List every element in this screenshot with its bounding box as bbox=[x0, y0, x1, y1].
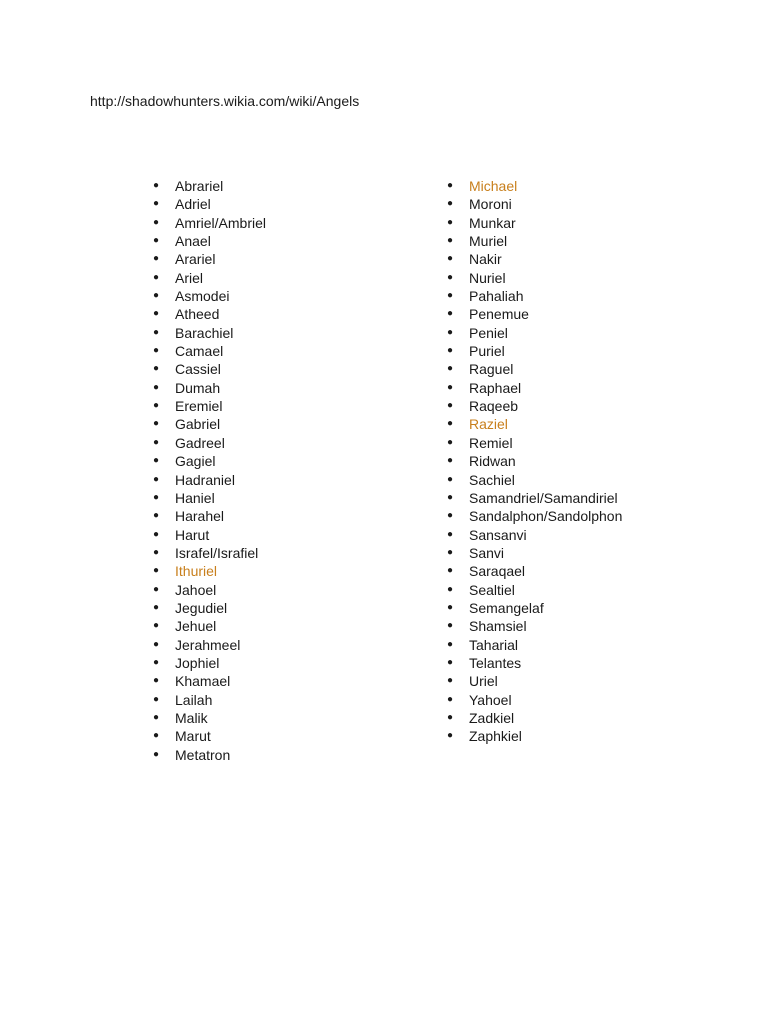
bullet-icon: ● bbox=[153, 308, 160, 320]
angel-name: Anael bbox=[175, 233, 211, 250]
angel-name: Nuriel bbox=[469, 269, 506, 286]
list-item bbox=[151, 691, 266, 709]
angel-name: Muriel bbox=[469, 233, 508, 250]
angel-name: Peniel bbox=[469, 324, 508, 341]
bullet-icon: ● bbox=[447, 198, 454, 210]
angel-name: Zaphkiel bbox=[469, 728, 522, 745]
angel-name: Asmodei bbox=[175, 288, 230, 305]
bullet-icon: ● bbox=[447, 271, 454, 283]
angel-name: Ariel bbox=[175, 269, 204, 286]
list-item bbox=[151, 727, 266, 745]
bullet-icon: ● bbox=[153, 583, 160, 595]
angel-name: Penemue bbox=[469, 306, 529, 323]
bullet-icon: ● bbox=[153, 491, 160, 503]
bullet-icon: ● bbox=[447, 620, 454, 632]
angel-name: Arariel bbox=[175, 251, 216, 268]
bullet-icon: ● bbox=[153, 253, 160, 265]
angel-name: Harut bbox=[175, 526, 210, 543]
bullet-icon: ● bbox=[447, 418, 454, 430]
angel-list-right bbox=[445, 177, 622, 746]
bullet-icon: ● bbox=[447, 455, 454, 467]
list-item bbox=[151, 617, 266, 635]
angel-name: Barachiel bbox=[175, 324, 234, 341]
bullet-icon: ● bbox=[153, 180, 160, 191]
bullet-icon: ● bbox=[153, 326, 160, 338]
angel-name: Shamsiel bbox=[469, 618, 527, 635]
list-item bbox=[151, 324, 266, 342]
angel-list-left bbox=[151, 177, 266, 764]
bullet-icon: ● bbox=[153, 455, 160, 467]
bullet-icon: ● bbox=[447, 711, 454, 723]
list-item bbox=[151, 232, 266, 250]
angel-name: Marut bbox=[175, 728, 211, 745]
list-item bbox=[151, 250, 266, 268]
list-item bbox=[151, 709, 266, 727]
list-item bbox=[445, 526, 622, 544]
bullet-icon: ● bbox=[447, 345, 454, 357]
list-item bbox=[445, 379, 622, 397]
bullet-icon: ● bbox=[153, 748, 160, 760]
bullet-icon: ● bbox=[153, 436, 160, 448]
angel-name: Jehuel bbox=[175, 618, 217, 635]
angel-name: Amriel/Ambriel bbox=[175, 214, 267, 231]
list-item bbox=[445, 727, 622, 745]
bullet-icon: ● bbox=[153, 235, 160, 247]
list-item bbox=[445, 232, 622, 250]
angel-name: Gadreel bbox=[175, 434, 225, 451]
bullet-icon: ● bbox=[447, 381, 454, 393]
bullet-icon: ● bbox=[447, 180, 454, 191]
list-item bbox=[445, 342, 622, 360]
bullet-icon: ● bbox=[447, 473, 454, 485]
list-item bbox=[445, 672, 622, 690]
bullet-icon: ● bbox=[447, 528, 454, 540]
angel-name: Cassiel bbox=[175, 361, 221, 378]
angel-name: Ridwan bbox=[469, 453, 516, 470]
bullet-icon: ● bbox=[153, 400, 160, 412]
bullet-icon: ● bbox=[447, 601, 454, 613]
angel-name: Puriel bbox=[469, 343, 505, 360]
bullet-icon: ● bbox=[153, 546, 160, 558]
angel-name: Jahoel bbox=[175, 581, 217, 598]
angel-name: Eremiel bbox=[175, 398, 223, 415]
list-item bbox=[445, 489, 622, 507]
list-item bbox=[445, 709, 622, 727]
list-item bbox=[445, 452, 622, 470]
angel-name: Gagiel bbox=[175, 453, 216, 470]
bullet-icon: ● bbox=[153, 528, 160, 540]
angel-name: Telantes bbox=[469, 654, 522, 671]
angel-name: Taharial bbox=[469, 636, 519, 653]
bullet-icon: ● bbox=[153, 675, 160, 687]
angel-name: Jophiel bbox=[175, 654, 220, 671]
list-item bbox=[151, 654, 266, 672]
bullet-icon: ● bbox=[447, 235, 454, 247]
angel-name: Sansanvi bbox=[469, 526, 527, 543]
bullet-icon: ● bbox=[447, 290, 454, 302]
list-item bbox=[445, 544, 622, 562]
bullet-icon: ● bbox=[447, 565, 454, 577]
list-item bbox=[151, 452, 266, 470]
bullet-icon: ● bbox=[153, 656, 160, 668]
angel-name: Raqeeb bbox=[469, 398, 519, 415]
bullet-icon: ● bbox=[153, 510, 160, 522]
list-item bbox=[151, 507, 266, 525]
bullet-icon: ● bbox=[447, 326, 454, 338]
list-item bbox=[445, 691, 622, 709]
bullet-icon: ● bbox=[447, 400, 454, 412]
bullet-icon: ● bbox=[447, 491, 454, 503]
list-item bbox=[151, 214, 266, 232]
bullet-icon: ● bbox=[153, 381, 160, 393]
list-item bbox=[445, 617, 622, 635]
list-item bbox=[151, 599, 266, 617]
angel-name: Lailah bbox=[175, 691, 213, 708]
list-item bbox=[445, 324, 622, 342]
angel-name: Samandriel/Samandiriel bbox=[469, 489, 618, 506]
angel-name: Metatron bbox=[175, 746, 231, 763]
list-item bbox=[445, 397, 622, 415]
bullet-icon: ● bbox=[447, 583, 454, 595]
list-item bbox=[151, 562, 266, 580]
bullet-icon: ● bbox=[153, 601, 160, 613]
source-url: http://shadowhunters.wikia.com/wiki/Angels bbox=[90, 93, 360, 109]
bullet-icon: ● bbox=[447, 693, 454, 705]
list-item bbox=[151, 379, 266, 397]
angel-name: Adriel bbox=[175, 196, 211, 213]
bullet-icon: ● bbox=[153, 271, 160, 283]
bullet-icon: ● bbox=[447, 730, 454, 742]
angel-name: Michael bbox=[469, 178, 518, 194]
list-item bbox=[151, 269, 266, 287]
list-item bbox=[445, 434, 622, 452]
angel-name: Nakir bbox=[469, 251, 502, 268]
angel-name: Raziel bbox=[469, 416, 508, 433]
angel-name: Saraqael bbox=[469, 563, 526, 580]
bullet-icon: ● bbox=[153, 565, 160, 577]
bullet-icon: ● bbox=[447, 216, 454, 228]
list-item bbox=[445, 250, 622, 268]
angel-name: Moroni bbox=[469, 196, 512, 213]
bullet-icon: ● bbox=[447, 546, 454, 558]
list-item bbox=[151, 672, 266, 690]
list-item bbox=[151, 360, 266, 378]
angel-name: Ithuriel bbox=[175, 563, 218, 580]
bullet-icon: ● bbox=[447, 656, 454, 668]
bullet-icon: ● bbox=[153, 711, 160, 723]
list-item bbox=[445, 599, 622, 617]
bullet-icon: ● bbox=[447, 436, 454, 448]
list-item bbox=[445, 507, 622, 525]
bullet-icon: ● bbox=[153, 730, 160, 742]
list-item bbox=[151, 544, 266, 562]
bullet-icon: ● bbox=[153, 620, 160, 632]
angel-name: Sanvi bbox=[469, 544, 505, 561]
list-item bbox=[151, 415, 266, 433]
angel-name: Abrariel bbox=[175, 178, 224, 194]
bullet-icon: ● bbox=[153, 198, 160, 210]
list-item bbox=[151, 636, 266, 654]
bullet-icon: ● bbox=[153, 290, 160, 302]
list-item bbox=[151, 305, 266, 323]
list-item bbox=[151, 434, 266, 452]
angel-name: Yahoel bbox=[469, 691, 512, 708]
angel-name: Harahel bbox=[175, 508, 225, 525]
list-item bbox=[151, 342, 266, 360]
list-item bbox=[445, 195, 622, 213]
angel-name: Hadraniel bbox=[175, 471, 235, 488]
bullet-icon: ● bbox=[153, 363, 160, 375]
angel-name: Pahaliah bbox=[469, 288, 524, 305]
list-item bbox=[151, 177, 266, 195]
list-item bbox=[151, 526, 266, 544]
angel-name: Sandalphon/Sandolphon bbox=[469, 508, 623, 525]
list-item bbox=[445, 581, 622, 599]
angel-name: Gabriel bbox=[175, 416, 221, 433]
angel-name: Sachiel bbox=[469, 471, 515, 488]
bullet-icon: ● bbox=[153, 473, 160, 485]
angel-name: Zadkiel bbox=[469, 709, 515, 726]
angel-name: Jerahmeel bbox=[175, 636, 241, 653]
list-item bbox=[151, 397, 266, 415]
angel-name: Munkar bbox=[469, 214, 516, 231]
list-item bbox=[151, 746, 266, 764]
bullet-icon: ● bbox=[447, 510, 454, 522]
bullet-icon: ● bbox=[153, 418, 160, 430]
list-item bbox=[445, 214, 622, 232]
list-item bbox=[445, 636, 622, 654]
bullet-icon: ● bbox=[153, 638, 160, 650]
list-item bbox=[445, 471, 622, 489]
list-item bbox=[445, 269, 622, 287]
list-item bbox=[151, 195, 266, 213]
angel-name: Semangelaf bbox=[469, 599, 544, 616]
angel-name: Uriel bbox=[469, 673, 498, 690]
list-item bbox=[445, 305, 622, 323]
angel-name: Sealtiel bbox=[469, 581, 515, 598]
bullet-icon: ● bbox=[447, 308, 454, 320]
list-item bbox=[151, 287, 266, 305]
angel-name: Raguel bbox=[469, 361, 514, 378]
angel-name: Dumah bbox=[175, 379, 221, 396]
angel-name: Atheed bbox=[175, 306, 220, 323]
angel-name: Haniel bbox=[175, 489, 215, 506]
bullet-icon: ● bbox=[153, 345, 160, 357]
bullet-icon: ● bbox=[447, 363, 454, 375]
list-item bbox=[445, 654, 622, 672]
bullet-icon: ● bbox=[447, 638, 454, 650]
angel-name: Israfel/Israfiel bbox=[175, 544, 259, 561]
bullet-icon: ● bbox=[447, 253, 454, 265]
angel-name: Remiel bbox=[469, 434, 513, 451]
bullet-icon: ● bbox=[153, 693, 160, 705]
angel-name: Raphael bbox=[469, 379, 522, 396]
list-item bbox=[445, 177, 622, 195]
bullet-icon: ● bbox=[447, 675, 454, 687]
angel-name: Jegudiel bbox=[175, 599, 228, 616]
list-item bbox=[151, 471, 266, 489]
angel-name: Khamael bbox=[175, 673, 231, 690]
list-item bbox=[445, 562, 622, 580]
list-item bbox=[445, 287, 622, 305]
angel-name: Camael bbox=[175, 343, 224, 360]
list-item bbox=[445, 360, 622, 378]
bullet-icon: ● bbox=[153, 216, 160, 228]
list-item bbox=[445, 415, 622, 433]
list-item bbox=[151, 581, 266, 599]
angel-name: Malik bbox=[175, 709, 208, 726]
list-item bbox=[151, 489, 266, 507]
